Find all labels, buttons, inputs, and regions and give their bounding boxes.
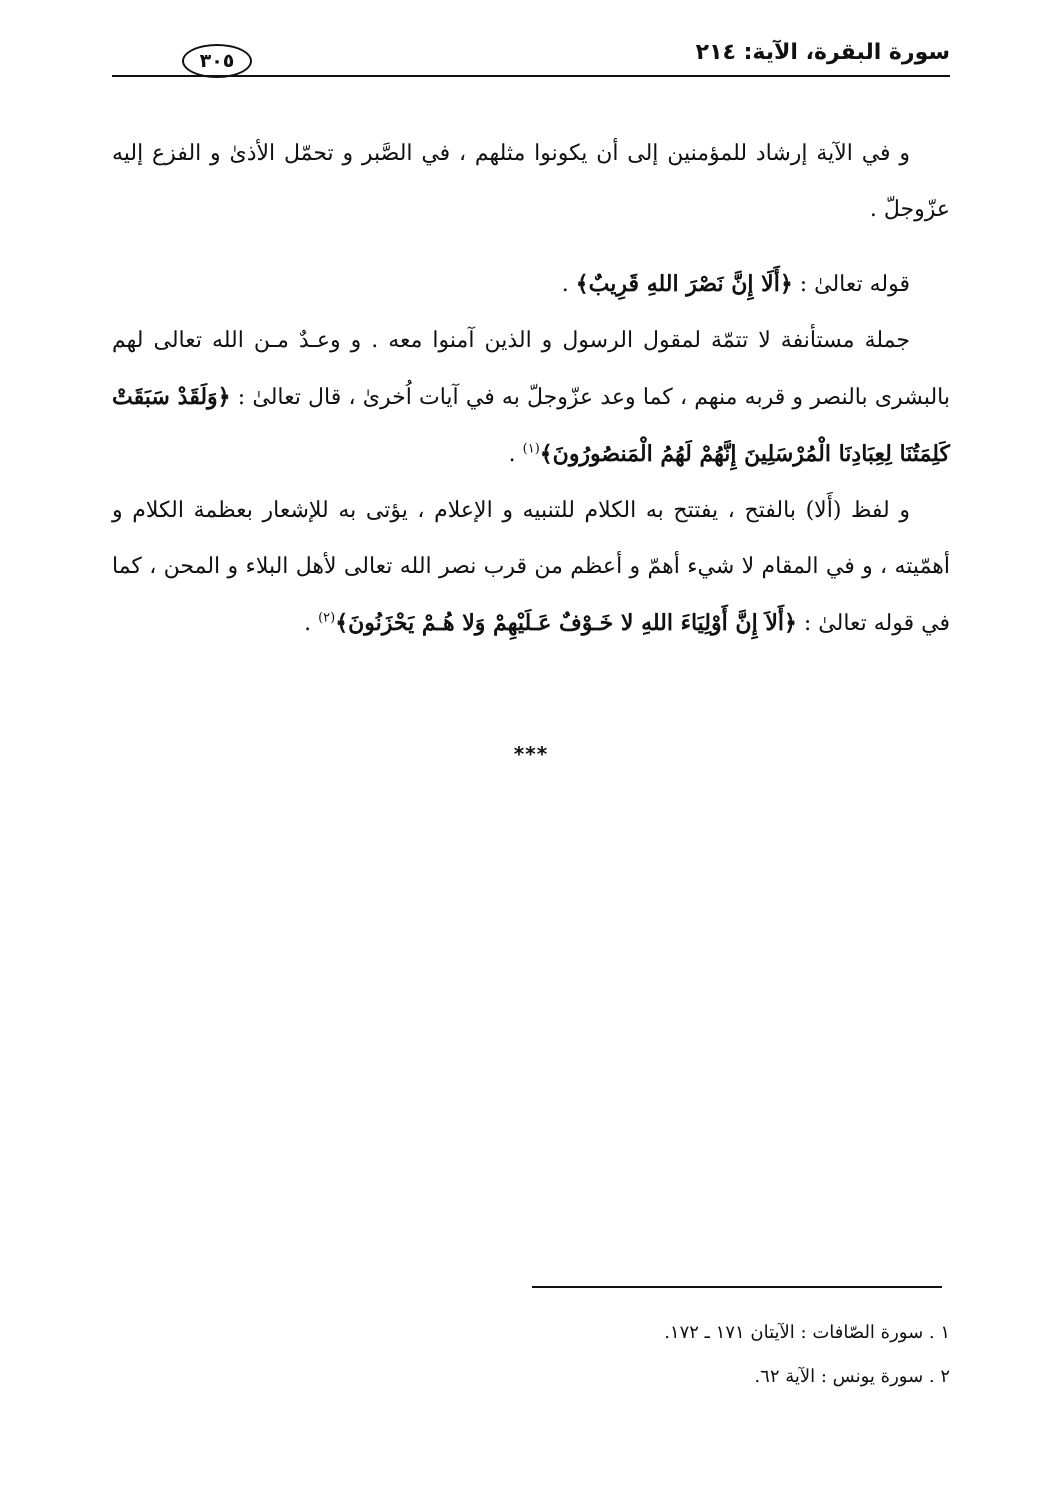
footnote-ref-1: (١) [522, 441, 540, 457]
quran-verse-1: ﴿أَلَا إِنَّ نَصْرَ اللهِ قَرِيبٌ﴾ [575, 271, 793, 297]
main-text [112, 126, 950, 652]
paragraph-4-end: . [304, 611, 319, 636]
paragraph-1: و في الآية إرشاد للمؤمنين إلى أن يكونوا مثلهم ، في الصَّبر و تحمّل الأذىٰ و الفزع إليه عزّوجلّ . [112, 141, 950, 222]
section-separator: *** [513, 742, 549, 766]
paragraph-3-text: جملة مستأنفة لا تتمّة لمقول الرسول و الذين آمنوا معه . و وعـدٌ مـن الله تعالى لهم بالبشرى بالنصر و قربه منهم ، كما وعد عزّوجلّ به في آيات اُخرىٰ ، قال تعالىٰ : [112, 328, 950, 410]
footnote-2: ٢ . سورة يونس : الآية ٦٢. [754, 1366, 950, 1387]
running-header-title: سورة البقرة، الآية: ٢١٤ [695, 40, 950, 65]
footnote-ref-2: (٢) [318, 610, 336, 626]
paragraph-3-end: . [508, 442, 523, 467]
paragraph-2-end: . [561, 272, 576, 297]
paragraph-3 [112, 313, 950, 483]
paragraph-4 [112, 483, 950, 652]
paragraph-2-lead: قوله تعالىٰ : [792, 272, 910, 297]
footnote-divider [532, 1286, 942, 1288]
paragraph-2 [112, 256, 950, 313]
header-divider [112, 75, 950, 77]
paragraph-4-text: و لفظ (أَلا) بالفتح ، يفتتح به الكلام للتنبيه و الإعلام ، يؤتى به للإشعار بعظمة الكلام و أهمّيته ، و في المقام لا شيء أهمّ و أعظم من قرب نصر الله تعالى لأهل البلاء و المحن ، كما في قوله تعالىٰ : [112, 498, 950, 636]
page-number: ٣٠٥ [182, 44, 252, 78]
footnote-1: ١ . سورة الصّافات : الآيتان ١٧١ ـ ١٧٢. [664, 1322, 950, 1343]
quran-verse-3: ﴿أَلاَ إِنَّ أَوْلِيَاءَ اللهِ لا خَـوْفٌ عَـلَيْهِمْ وَلا هُـمْ يَحْزَنُونَ﴾ [335, 610, 797, 636]
quran-verse-2: ﴿وَلَقَدْ سَبَقَتْ كَلِمَتُنَا لِعِبَادِنَا الْمُرْسَلِينَ إِنَّهُمْ لَهُمُ الْمَنصُورُونَ﴾ [112, 384, 950, 467]
